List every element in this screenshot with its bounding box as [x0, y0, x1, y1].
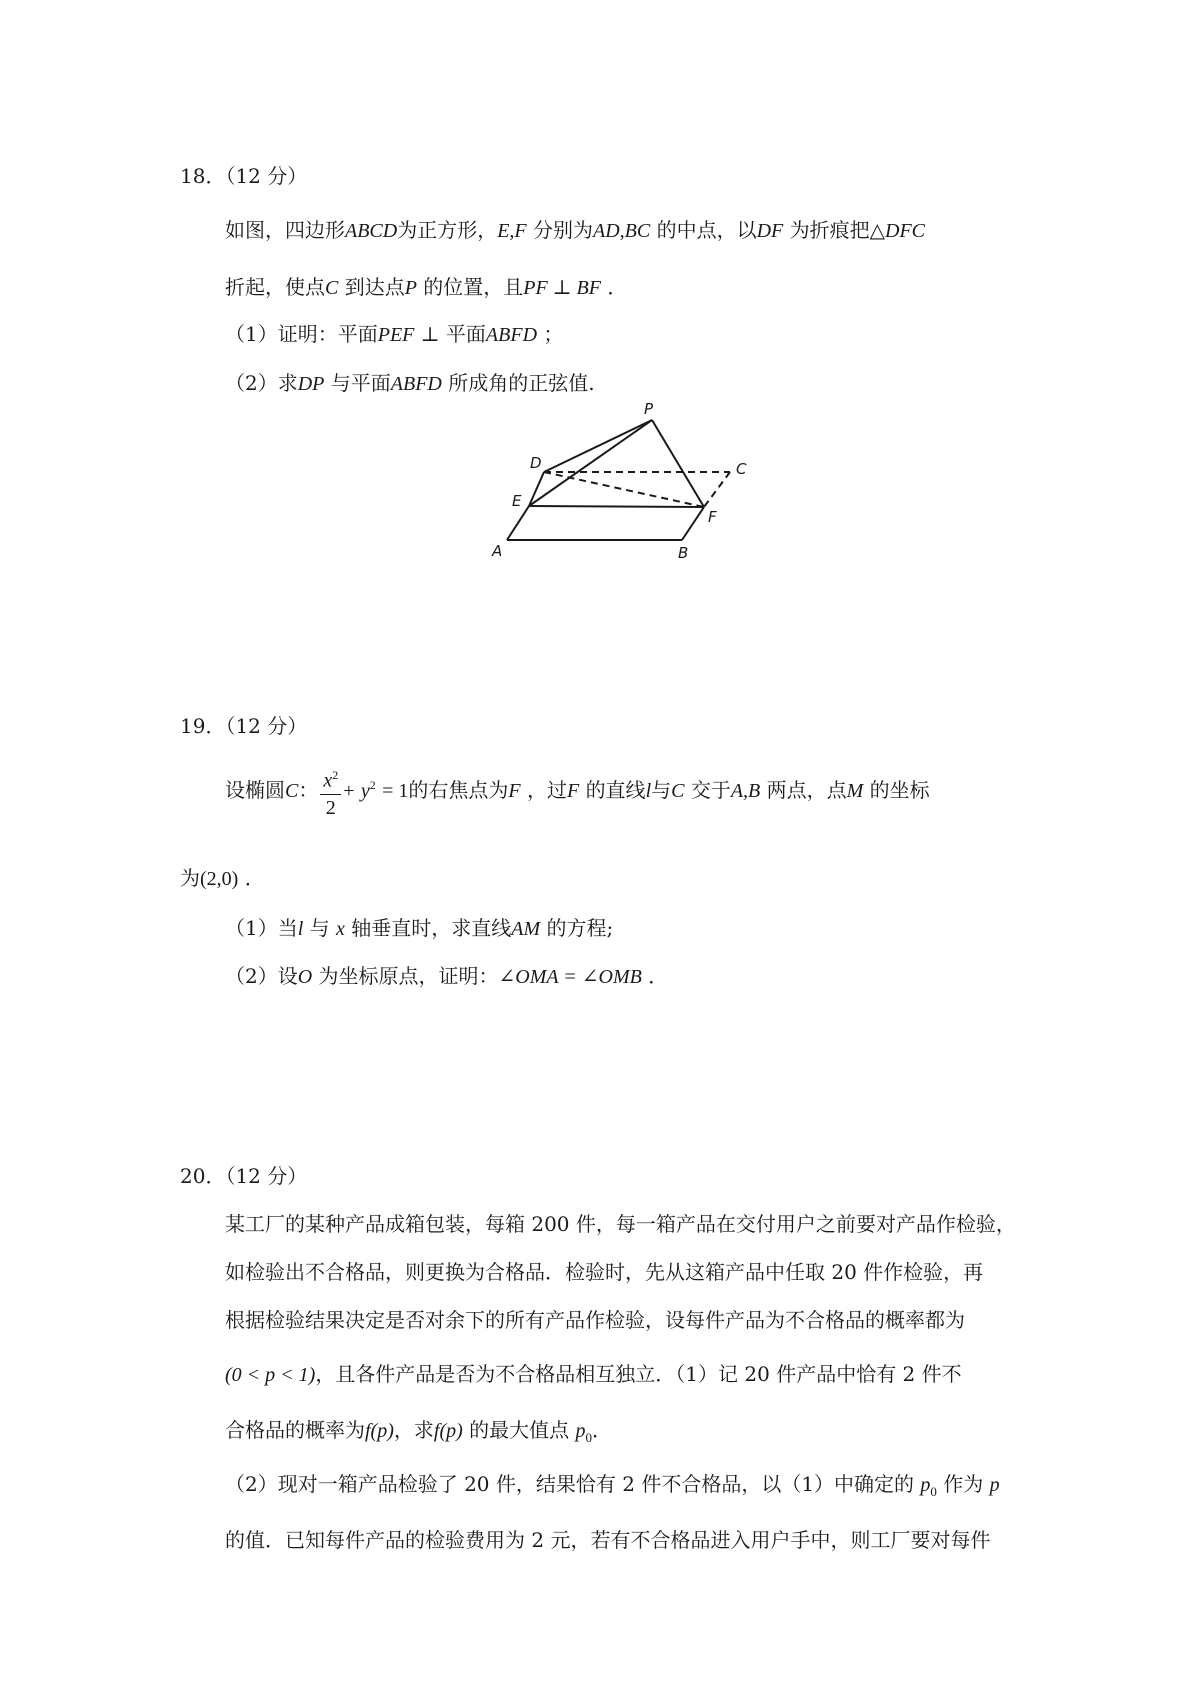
- q20-fp: f(p): [365, 1420, 394, 1442]
- q18-text: 与平面: [330, 371, 391, 395]
- q18-part-1: [225, 318, 563, 347]
- q20-line-6: [225, 1468, 1000, 1500]
- q20-p-var: p: [989, 1474, 1000, 1496]
- q19-text: 交于: [690, 777, 731, 802]
- q19-text: 的直线: [585, 777, 646, 802]
- q20-p0b: p: [920, 1474, 931, 1496]
- q18-ABFD: ABFD: [485, 324, 538, 346]
- q20-text: 的最大值点: [469, 1418, 570, 1442]
- label-C: C: [736, 460, 747, 478]
- q18-text: 的位置，且: [423, 275, 524, 299]
- q18-P: P: [404, 277, 417, 299]
- q18-PEF: PEF: [377, 324, 415, 346]
- q19-y-exp: 2: [369, 778, 376, 793]
- q20-text: ，求: [393, 1418, 434, 1442]
- q19-text: 轴垂直时，求直线: [351, 916, 512, 940]
- q19-text: ．: [648, 964, 669, 988]
- q20-p0: p: [575, 1420, 586, 1442]
- q20-p0b-sub: 0: [930, 1484, 937, 1499]
- q20-line-3: 根据检验结果决定是否对余下的所有产品作检验，设每件产品为不合格品的概率都为: [225, 1308, 965, 1332]
- q20-p0-sub: 0: [585, 1430, 592, 1445]
- q20-text: （2）现对一箱产品检验了 20 件，结果恰有 2 件不合格品，以（1）中确定的: [225, 1472, 915, 1496]
- edge-EP: [529, 420, 652, 506]
- label-E: E: [512, 492, 522, 510]
- q18-text: 如图，四边形: [225, 218, 345, 242]
- q20-text: 合格品的概率为: [225, 1418, 365, 1442]
- q19-text: ．: [244, 866, 265, 890]
- label-B: B: [678, 544, 689, 560]
- q18-DF: DF: [756, 220, 784, 242]
- q18-text: ．: [607, 275, 628, 299]
- q19-x: x: [336, 918, 345, 940]
- q18-text: 分别为: [533, 218, 594, 242]
- q18-text: （2）求: [225, 371, 298, 395]
- edge-AE: [507, 506, 529, 540]
- edge-BF: [682, 507, 704, 540]
- q19-l: l: [645, 779, 652, 802]
- label-P: P: [644, 400, 654, 418]
- q20-line-5: [225, 1414, 612, 1446]
- q18-text: 所成角的正弦值.: [448, 371, 595, 395]
- edge-PF: [652, 420, 704, 507]
- q18-text: ⊥ 平面: [420, 322, 486, 346]
- q19-O: O: [297, 966, 313, 988]
- q19-part-2: [225, 960, 668, 989]
- q18-line-1: [225, 214, 925, 243]
- q19-C-2: C: [671, 779, 685, 802]
- q19-text: （2）设: [225, 964, 298, 988]
- q18-DP: DP: [297, 373, 325, 395]
- q19-l-2: l: [297, 918, 304, 940]
- q18-part-2: [225, 367, 595, 396]
- label-F: F: [708, 508, 717, 526]
- q19-AB: A,B: [730, 779, 761, 802]
- q20-line-1: 某工厂的某种产品成箱包装，每箱 200 件，每一箱产品在交付用户之前要对产品作检验，: [225, 1212, 1016, 1236]
- q18-C: C: [325, 277, 339, 299]
- q19-colon: ：: [298, 777, 319, 802]
- q19-frac-num: x: [323, 769, 333, 792]
- q19-text: 两点，点: [766, 777, 847, 802]
- q18-ADBC: AD,BC: [593, 220, 651, 242]
- q19-line-2: [180, 862, 265, 891]
- q19-fraction: [320, 762, 341, 821]
- edge-CF-dashed: [704, 472, 730, 507]
- q18-header: 18．（12 分）: [180, 164, 308, 188]
- q18-text: 的中点，以: [656, 218, 757, 242]
- q19-line-1: [225, 762, 930, 821]
- edge-DP: [544, 420, 652, 472]
- q19-AM: AM: [511, 918, 541, 940]
- q19-part-1: [225, 912, 613, 941]
- edge-DF-dashed: [544, 472, 704, 507]
- q20-text: ．: [592, 1418, 612, 1442]
- q19-angle-eq: ∠OMA = ∠OMB: [498, 966, 642, 988]
- q20-text: ，且各件产品是否为不合格品相互独立．（1）记 20 件产品中恰有 2 件不: [315, 1362, 962, 1386]
- q18-text: ；: [543, 322, 564, 346]
- q19-text: 为: [180, 866, 200, 890]
- q19-y: y: [360, 779, 370, 802]
- label-D: D: [530, 454, 542, 472]
- q18-DFC: DFC: [885, 220, 926, 242]
- q20-line-7: 的值．已知每件产品的检验费用为 2 元，若有不合格品进入用户手中，则工厂要对每件: [225, 1528, 991, 1552]
- q18-text: 为折痕把△: [789, 218, 886, 242]
- q18-ABFD-2: ABFD: [390, 373, 442, 395]
- q19-coord: (2,0): [200, 868, 239, 890]
- q18-text: （1）证明：平面: [225, 322, 378, 346]
- q19-frac-num-exp: 2: [332, 768, 339, 782]
- q20-line-4: [225, 1358, 962, 1387]
- q18-text: 折起，使点: [225, 275, 325, 299]
- q19-frac-den: 2: [325, 796, 336, 819]
- q19-text: 的坐标: [869, 777, 930, 802]
- q19-text: 设椭圆: [225, 777, 285, 802]
- edge-EF: [529, 506, 704, 507]
- q19-text: （1）当: [225, 916, 298, 940]
- q19-F-2: F: [566, 779, 580, 802]
- q18-figure: [482, 400, 782, 560]
- q20-fp-2: f(p): [433, 1420, 463, 1442]
- q18-EF: E,F: [497, 220, 527, 242]
- q19-text: 的右焦点为: [408, 777, 509, 802]
- q19-text: 为坐标原点，证明：: [318, 964, 499, 988]
- q18-text: 到达点: [344, 275, 405, 299]
- q19-text: 与: [309, 916, 330, 940]
- q19-header: 19．（12 分）: [180, 714, 308, 738]
- label-A: A: [492, 542, 503, 560]
- q19-text: 的方程;: [546, 916, 614, 940]
- q18-ABCD: ABCD: [345, 220, 398, 242]
- q20-header: 20．（12 分）: [180, 1164, 308, 1188]
- q18-text: 为正方形，: [397, 218, 498, 242]
- q19-C: C: [285, 779, 299, 802]
- q19-plus: +: [343, 779, 355, 802]
- q18-PF-perp-BF: PF ⊥ BF: [523, 277, 601, 299]
- q19-eq1: = 1: [382, 779, 409, 802]
- q19-M: M: [846, 779, 864, 802]
- q19-text: ，过: [526, 777, 567, 802]
- q18-line-2: [225, 271, 627, 300]
- q19-text: 与: [651, 777, 672, 802]
- q20-p-range: (0 < p < 1): [225, 1364, 316, 1386]
- q20-text: 作为: [943, 1472, 984, 1496]
- q19-F: F: [508, 779, 521, 802]
- q20-line-2: 如检验出不合格品，则更换为合格品．检验时，先从这箱产品中任取 20 件作检验，再: [225, 1260, 984, 1284]
